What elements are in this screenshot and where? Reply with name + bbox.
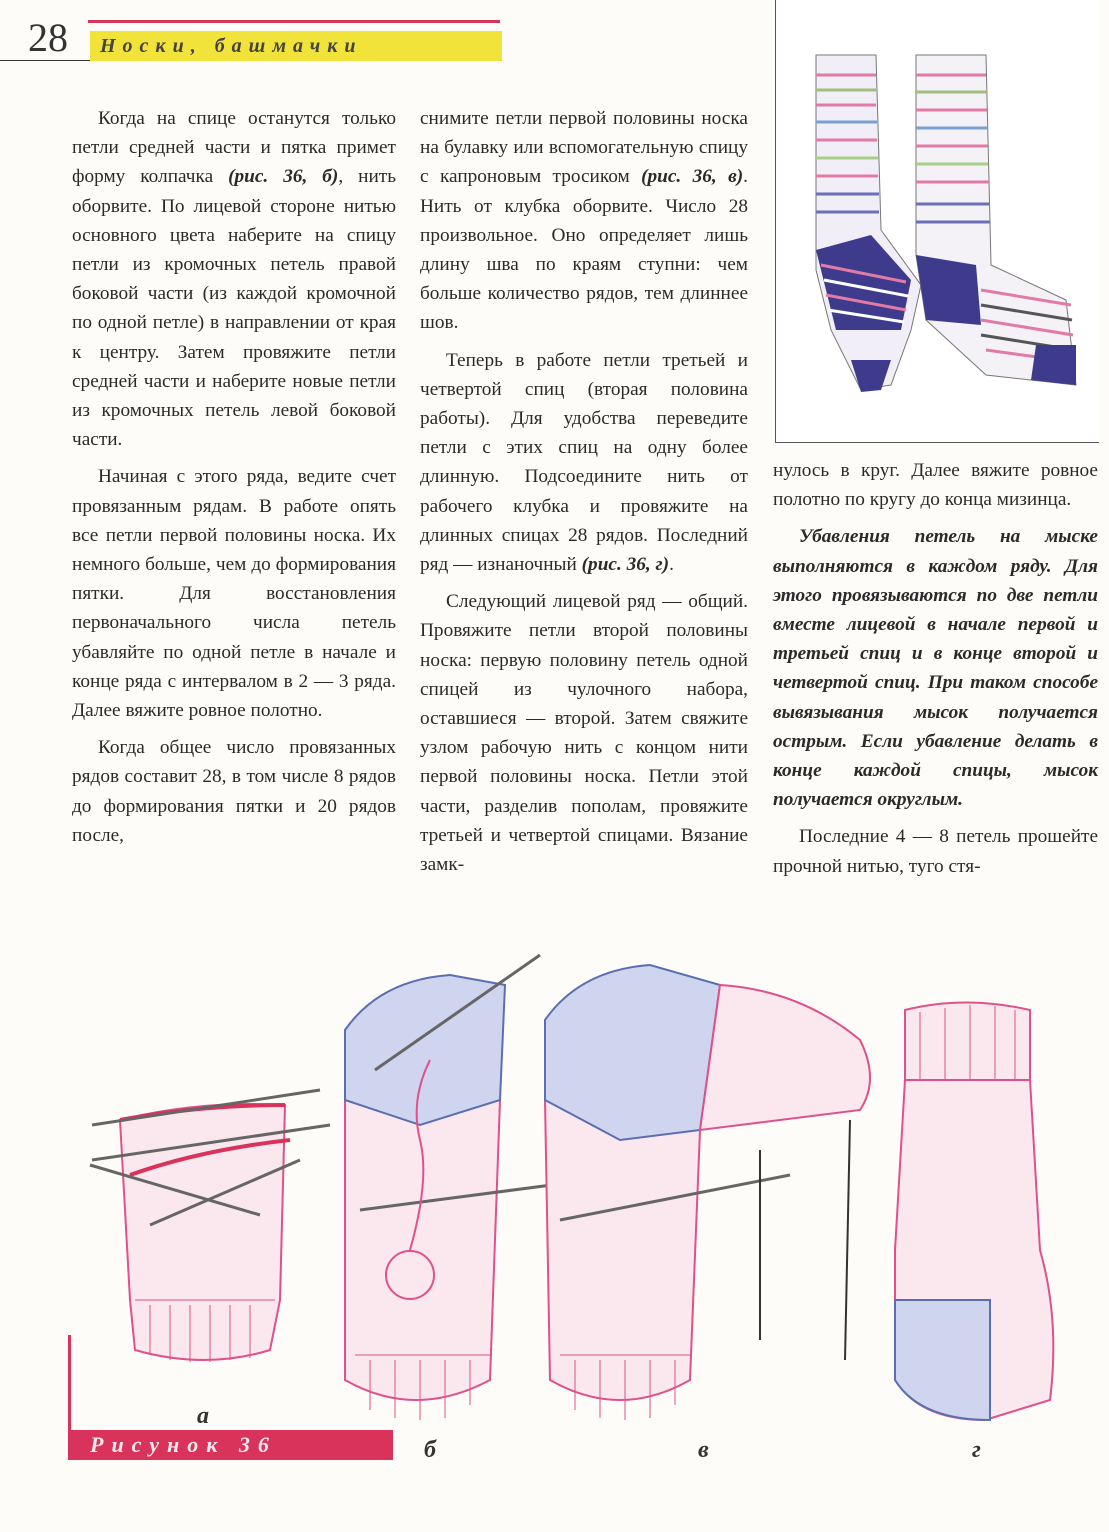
figure-label-a: а — [197, 1403, 209, 1429]
figure-reference: (рис. 36, в) — [641, 166, 744, 188]
figure-v-split — [545, 965, 870, 1420]
paragraph-text: Когда на спице останутся только петли средней части и пятка примет форму колпачка — [72, 108, 396, 188]
figure-label-g: г — [972, 1437, 981, 1463]
page-number: 28 — [28, 15, 68, 60]
figure-caption: Рисунок 36 — [90, 1432, 277, 1457]
figure-label-v: в — [698, 1437, 709, 1463]
figure-a-knitting — [90, 1090, 330, 1362]
figure-reference: (рис. 36, б) — [228, 166, 339, 188]
paragraph-text: снимите петли первой половины носка на булавку или вспомогательную спицу с капроновым тросиком — [420, 108, 748, 188]
paragraph: Когда общее число провязанных рядов составит 28, в том числе 8 рядов до формирования пятки и 20 рядов после, — [72, 737, 396, 846]
figure-caption-rule — [68, 1335, 71, 1430]
paragraph: Начиная с этого ряда, ведите счет провязанным рядам. В работе опять все петли первой половины носка. Их немного больше, чем до формирования пятки. Для восстановления первоначального числа петель убавляйте по одной петле в начале и конце ряда с интервалом в 2 — 3 ряда. Далее вяжите ровное полотно. — [72, 466, 396, 722]
paragraph-text: Теперь в работе петли третьей и четвертой спиц (вторая половина работы). Для удобства переведите петли с этих спиц на одну более длинную. Подсоедините нить от рабочего клубка и провяжите на длинных спицах 28 рядов. Последний ряд — изнаночный — [420, 349, 748, 576]
figure-g-foot — [895, 1003, 1053, 1421]
paragraph-text: . Нить от клубка оборвите. Число 28 произвольное. Оно определяет лишь длину шва по краям ступни: чем больше количество рядов, тем длиннее шов. — [420, 166, 748, 334]
paragraph-text: . — [669, 554, 674, 576]
emphasized-paragraph: Убавления петель на мыске выполняются в каждом ряду. Для этого провязываются по две петли вместе лицевой в начале первой и третьей спиц и в конце второй и четвертой спиц. При таком способе вывязывания мысок получается острым. Если убавление делать в конце каждой спицы, мысок получается округлым. — [773, 526, 1098, 811]
paragraph: Следующий лицевой ряд — общий. Провяжите петли второй половины носка: первую половину петель одной спицей из чулочного набора, оставшиеся — второй. Затем свяжите узлом рабочую нить с концом нити первой половины носка. Петли этой части, разделив пополам, провяжите третьей и четвертой спицами. Вязание замк- — [420, 591, 748, 876]
paragraph: Последние 4 — 8 петель прошейте прочной нитью, туго стя- — [773, 826, 1098, 877]
section-title: Носки, башмачки — [100, 35, 363, 57]
figure-label-b: б — [424, 1437, 436, 1463]
paragraph-text: , нить оборвите. По лицевой стороне нитью основного цвета наберите на спицу петли из кромочных петель правой боковой части (из каждой кромочной по одной петле) в направлении от края к центру. Затем провяжите петли средней части и наберите новые петли из кромочных петель левой боковой части. — [72, 166, 396, 451]
paragraph: нулось в круг. Далее вяжите ровное полотно по кругу до конца мизинца. — [773, 460, 1098, 511]
figure-reference: (рис. 36, г) — [581, 554, 670, 576]
